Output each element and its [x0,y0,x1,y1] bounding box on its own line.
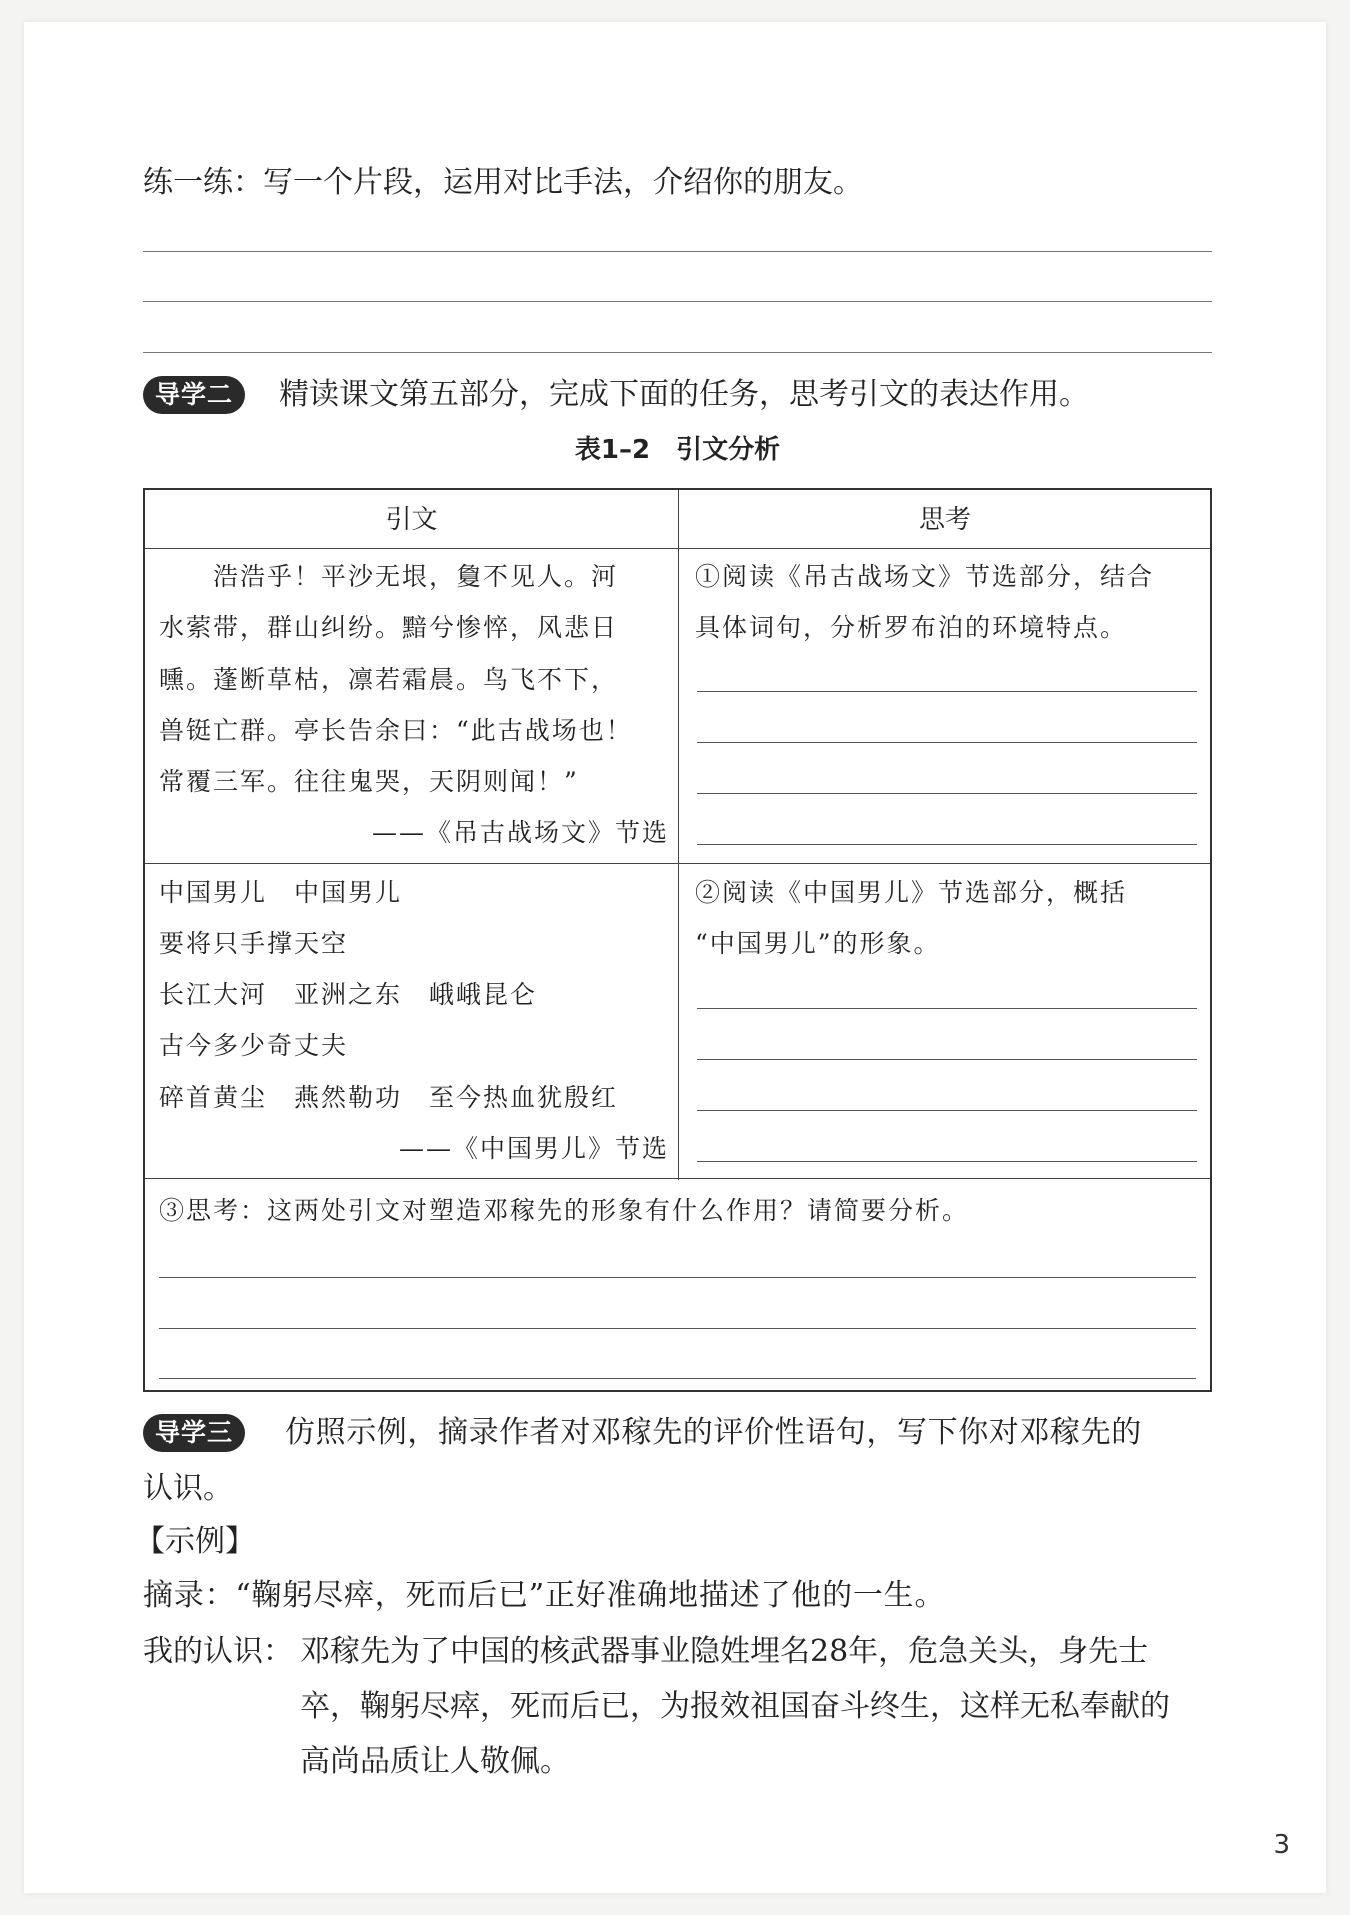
task-line: ②阅读《中国男儿》节选部分，概括 [695,878,1128,907]
quote-line: 中国男儿 中国男儿 [159,878,403,907]
understanding-line: 邓稼先为了中国的核武器事业隐姓埋名28年，危急关头，身先士 [300,1634,1149,1669]
quote-analysis-table [143,488,1212,1392]
quote-line: 要将只手撑天空 [159,929,349,958]
table-caption: 表1–2 引文分析 [574,435,781,465]
answer-line[interactable] [143,301,1212,302]
column-divider [678,490,679,1180]
section3-instruction: 仿照示例，摘录作者对邓稼先的评价性语句，写下你对邓稼先的 [285,1415,1142,1450]
row-divider [145,1178,1210,1179]
understanding-line: 卒，鞠躬尽瘁，死而后已，为报效祖国奋斗终生，这样无私奉献的 [300,1689,1170,1724]
answer-line[interactable] [143,251,1212,252]
answer-line[interactable] [697,1161,1197,1162]
quote-line: 常覆三军。往往鬼哭，天阴则闻！” [159,767,579,796]
answer-line[interactable] [697,844,1197,845]
practice-prompt: 练一练：写一个片段，运用对比手法，介绍你的朋友。 [143,165,863,200]
quote-line: 碎首黄尘 燕然勒功 至今热血犹殷红 [159,1083,619,1112]
section2-instruction: 精读课文第五部分，完成下面的任务，思考引文的表达作用。 [279,377,1089,412]
quote-line: 长江大河 亚洲之东 峨峨昆仑 [159,980,538,1009]
task-line: “中国男儿”的形象。 [695,929,941,958]
understanding-line: 高尚品质让人敬佩。 [300,1744,570,1779]
answer-line[interactable] [697,691,1197,692]
section-badge-3: 导学三 [143,1414,245,1452]
quote-line: 曛。蓬断草枯，凛若霜晨。鸟飞不下， [159,665,619,694]
quote-line: 水萦带，群山纠纷。黯兮惨悴，风悲日 [159,613,619,642]
answer-line[interactable] [143,352,1212,353]
row-divider [145,863,1210,864]
example-label: 【示例】 [135,1524,255,1559]
answer-line[interactable] [159,1378,1196,1379]
answer-line[interactable] [697,1059,1197,1060]
answer-line[interactable] [159,1328,1196,1329]
quote-line: 古今多少奇丈夫 [159,1031,349,1060]
task-line: ③思考：这两处引文对塑造邓稼先的形象有什么作用？请简要分析。 [159,1196,970,1225]
quote-line: 浩浩乎！平沙无垠，敻不见人。河 [159,562,619,591]
answer-line[interactable] [697,742,1197,743]
quote-source: ——《吊古战场文》节选 [371,818,669,847]
section-badge-2: 导学二 [143,376,245,414]
task-line: ①阅读《吊古战场文》节选部分，结合 [695,562,1155,591]
quote-source: ——《中国男儿》节选 [398,1134,669,1163]
answer-line[interactable] [697,1110,1197,1111]
answer-line[interactable] [159,1277,1196,1278]
column-header-thinking: 思考 [918,505,971,535]
section3-instruction-cont: 认识。 [143,1471,233,1506]
understanding-label: 我的认识： [143,1634,293,1669]
task-line: 具体词句，分析罗布泊的环境特点。 [695,613,1128,642]
quote-line: 兽铤亡群。亭长告余曰：“此古战场也！ [159,716,633,745]
excerpt-text: 摘录：“鞠躬尽瘁，死而后已”正好准确地描述了他的一生。 [143,1578,946,1613]
answer-line[interactable] [697,1008,1197,1009]
column-header-quote: 引文 [385,505,438,535]
answer-line[interactable] [697,793,1197,794]
page-number: 3 [1273,1830,1290,1860]
